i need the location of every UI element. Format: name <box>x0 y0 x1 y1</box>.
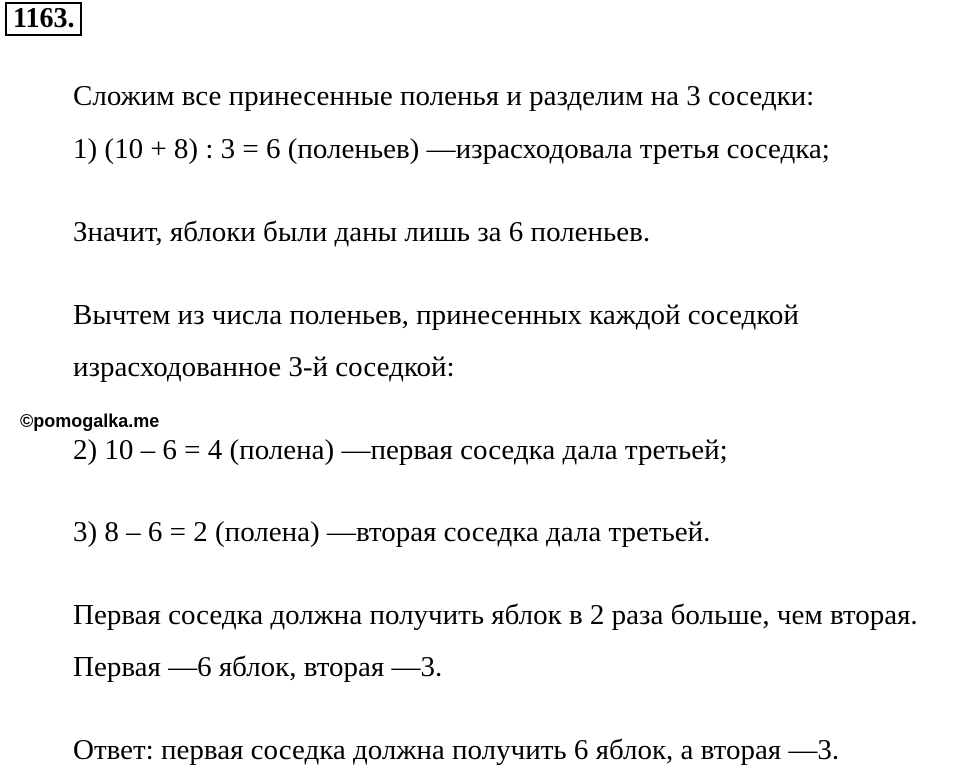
text-line-subtract-2: израсходованное 3-й соседкой: <box>73 351 455 383</box>
text-line-step-1: 1) (10 + 8) : 3 = 6 (поленьев) —израсходовала третья соседка; <box>73 133 830 165</box>
text-line-subtract-1: Вычтем из числа поленьев, принесенных каждой соседкой <box>73 299 799 331</box>
text-line-answer: Ответ: первая соседка должна получить 6 яблок, а вторая —3. <box>73 734 840 766</box>
text-line-step-2: 2) 10 – 6 = 4 (полена) —первая соседка дала третьей; <box>73 434 728 466</box>
text-line-step-3: 3) 8 – 6 = 2 (полена) —вторая соседка дала третьей. <box>73 516 711 548</box>
watermark: ©pomogalka.me <box>20 411 160 431</box>
text-line-intro: Сложим все принесенные поленья и разделим на 3 соседки: <box>73 80 815 112</box>
text-line-conclusion: Значит, яблоки были даны лишь за 6 поленьев. <box>73 216 651 248</box>
text-line-split: Первая —6 яблок, вторая —3. <box>73 651 443 683</box>
problem-number: 1163. <box>5 2 82 36</box>
text-line-ratio: Первая соседка должна получить яблок в 2 раза больше, чем вторая. <box>73 599 918 631</box>
